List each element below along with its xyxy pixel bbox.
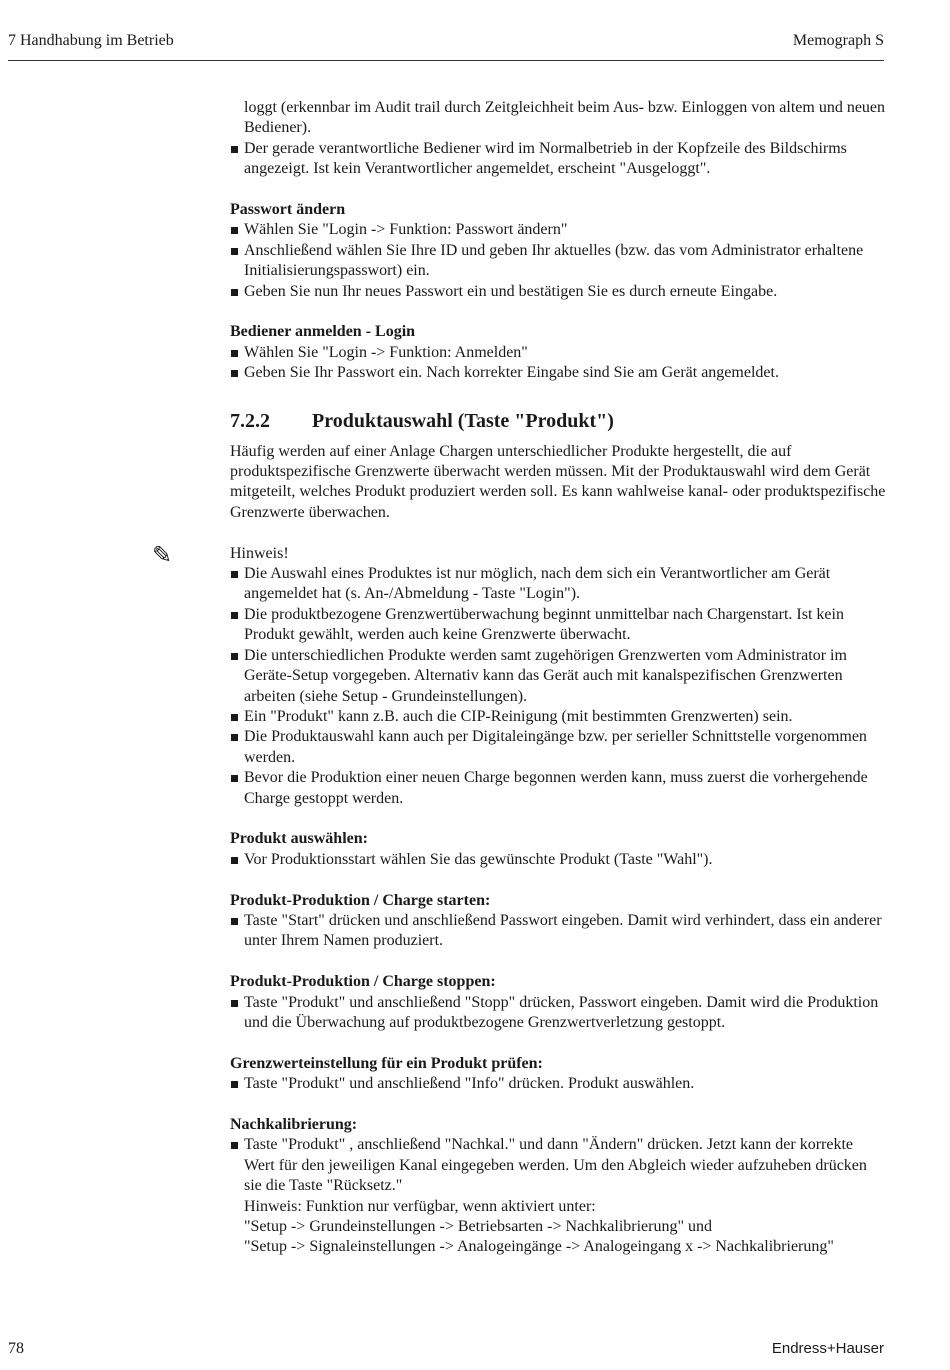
note-title: Hinweis!	[230, 544, 289, 562]
section-charge-starten	[230, 891, 886, 952]
note-block	[152, 542, 886, 809]
page-number: 78	[8, 1340, 24, 1357]
list-item: Die unterschiedlichen Produkte werden samt zugehörigen Grenzwerten vom Administrator im Geräte-Setup vorgegeben. Alternativ kann das Gerät auch mit kanalspezifischen Grenzwerten arbeiten (siehe Setup - Grundeinstellungen).	[230, 646, 886, 707]
list-item: Taste "Produkt" , anschließend "Nachkal." und dann "Ändern" drücken. Jetzt kann der korrekte Wert für den jeweiligen Kanal eingegeben werden. Um den Abgleich wieder aufzuheben drücken sie die Taste "Rücksetz."	[230, 1135, 886, 1196]
section-title: Produkt-Produktion / Charge starten:	[230, 891, 491, 909]
list-item: Wählen Sie "Login -> Funktion: Anmelden"	[230, 343, 886, 363]
list-item: Die produktbezogene Grenzwertüberwachung beginnt unmittelbar nach Chargenstart. Ist kein Produkt gewählt, werden auch keine Grenzwerte überwacht.	[230, 605, 886, 646]
section-title: Bediener anmelden - Login	[230, 323, 416, 341]
section-title: Produkt auswählen:	[230, 830, 368, 848]
list-item: Geben Sie Ihr Passwort ein. Nach korrekter Eingabe sind Sie am Gerät angemeldet.	[230, 363, 886, 383]
list-item: Geben Sie nun Ihr neues Passwort ein und bestätigen Sie es durch erneute Eingabe.	[230, 282, 886, 302]
product-name: Memograph S	[792, 32, 884, 49]
list-item: Taste "Produkt" und anschließend "Stopp" drücken, Passwort eingeben. Damit wird die Produktion und die Überwachung auf produktbezogene Grenzwertverletzung gestoppt.	[230, 993, 886, 1034]
section-charge-stoppen	[230, 972, 886, 1033]
passwort-list	[230, 220, 886, 302]
list-item: Bevor die Produktion einer neuen Charge begonnen werden kann, muss zuerst die vorhergehende Charge gestoppt werden.	[230, 768, 886, 809]
brand-name: Endress+Hauser	[771, 1340, 884, 1357]
pencil-icon: ✎	[152, 542, 173, 569]
list-item: Die Auswahl eines Produktes ist nur möglich, nach dem sich ein Verantwortlicher am Gerät angemeldet hat (s. An-/Abmeldung - Taste "Login").	[230, 564, 886, 605]
section-number: 7.2.2	[230, 409, 270, 432]
section-title: Passwort ändern	[230, 201, 346, 219]
section-produkt-auswaehlen	[230, 829, 886, 870]
section-title: Nachkalibrierung:	[230, 1115, 358, 1133]
section-title: Produkt-Produktion / Charge stoppen:	[230, 973, 496, 991]
list-item: Taste "Produkt" und anschließend "Info" drücken. Produkt auswählen.	[230, 1074, 886, 1094]
setup-path-1: "Setup -> Grundeinstellungen -> Betriebsarten -> Nachkalibrierung" und	[244, 1218, 713, 1235]
section-heading-7-2-2	[230, 408, 886, 434]
list-item: Die Produktauswahl kann auch per Digitaleingänge bzw. per serieller Schnittstelle vorgenommen werden.	[230, 727, 886, 768]
section-heading-title: Produktauswahl (Taste "Produkt")	[312, 409, 614, 432]
section-nachkalibrierung	[230, 1115, 886, 1258]
list-item: Ein "Produkt" kann z.B. auch die CIP-Reinigung (mit bestimmten Grenzwerten) sein.	[230, 707, 886, 727]
section-grenzwert-pruefen	[230, 1054, 886, 1095]
section-login	[230, 322, 886, 383]
list-item: Der gerade verantwortliche Bediener wird im Normalbetrieb in der Kopfzeile des Bildschirms angezeigt. Ist kein Verantwortlicher angemeldet, erscheint "Ausgeloggt".	[230, 139, 886, 180]
note-list	[230, 564, 886, 809]
chapter-title: 7 Handhabung im Betrieb	[8, 32, 174, 49]
section-title: Grenzwerteinstellung für ein Produkt prüfen:	[230, 1054, 543, 1072]
page-header	[8, 32, 884, 61]
intro-continuation: loggt (erkennbar im Audit trail durch Zeitgleichheit beim Aus- bzw. Einloggen von altem und neuen Bediener).	[244, 99, 886, 137]
list-item: Taste "Start" drücken und anschließend Passwort eingeben. Damit wird verhindert, dass ein anderer unter Ihrem Namen produziert.	[230, 911, 886, 952]
list-item: Vor Produktionsstart wählen Sie das gewünschte Produkt (Taste "Wahl").	[230, 850, 886, 870]
section-passwort-aendern	[230, 200, 886, 302]
setup-path-2: "Setup -> Signaleinstellungen -> Analogeingänge -> Analogeingang x -> Nachkalibrierung"	[244, 1238, 834, 1256]
login-list	[230, 343, 886, 384]
list-item: Wählen Sie "Login -> Funktion: Passwort ändern"	[230, 220, 886, 240]
hint-line: Hinweis: Funktion nur verfügbar, wenn aktiviert unter:	[244, 1197, 596, 1215]
list-item: Anschließend wählen Sie Ihre ID und geben Ihr aktuelles (bzw. das vom Administrator erhaltene Initialisierungspasswort) ein.	[230, 241, 886, 282]
section-paragraph: Häufig werden auf einer Anlage Chargen unterschiedlicher Produkte hergestellt, die auf produktspezifische Grenzwerte überwacht werden müssen. Mit der Produktauswahl wird dem Gerät mitgeteilt, welches Produkt produziert werden soll. Es kann wahlweise kanal- oder produktspezifische Grenzwerte überwachen.	[230, 442, 886, 521]
page-content	[152, 98, 886, 1258]
nachkal-hint	[230, 1197, 886, 1258]
intro-list	[230, 98, 886, 180]
